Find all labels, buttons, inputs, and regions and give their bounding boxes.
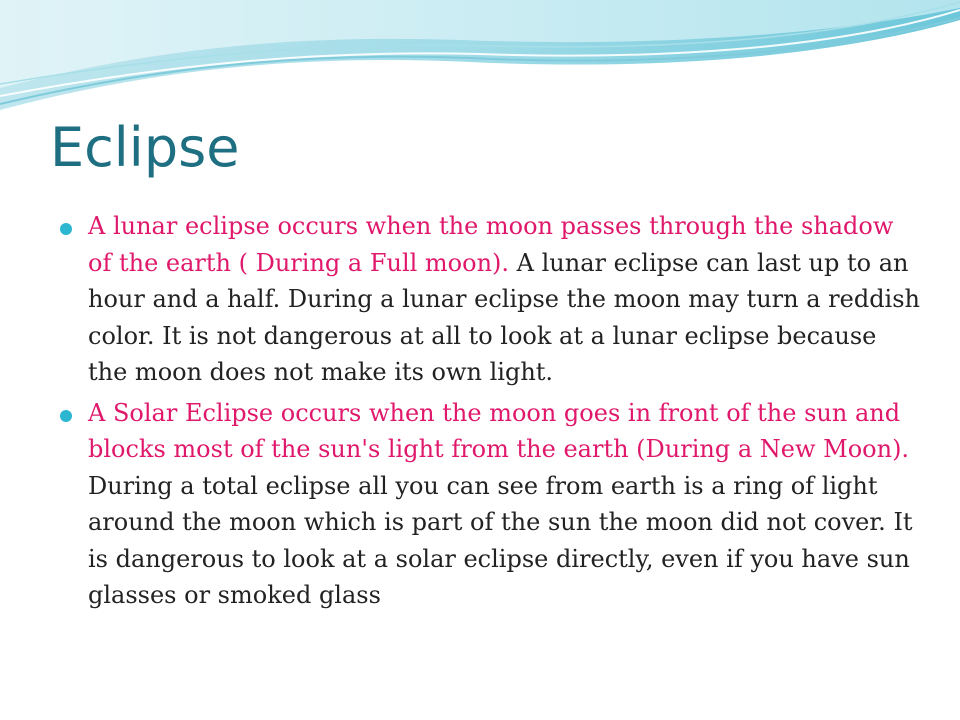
wave-header-decoration bbox=[0, 0, 960, 120]
bullet-list bbox=[60, 208, 920, 618]
bullet-icon bbox=[60, 223, 72, 235]
bullet-text: A lunar eclipse can last up to an hour and a half. During a lunar eclipse the moon may turn a reddish color. It is not dangerous at all to look at a lunar eclipse because the moon does not make its own light. bbox=[88, 248, 921, 386]
bullet-highlight: A lunar eclipse occurs when the moon passes through the shadow of the earth ( During a Full moon). bbox=[88, 212, 894, 277]
slide-title: Eclipse bbox=[50, 116, 240, 179]
bullet-icon bbox=[60, 410, 72, 422]
bullet-item-lunar-eclipse bbox=[60, 208, 920, 391]
bullet-highlight: A Solar Eclipse occurs when the moon goes in front of the sun and blocks most of the sun's light from the earth (During a New Moon). bbox=[88, 398, 910, 463]
bullet-item-solar-eclipse bbox=[60, 395, 920, 614]
bullet-text: During a total eclipse all you can see from earth is a ring of light around the moon which is part of the sun the moon did not cover. It is dangerous to look at a solar eclipse directly, even if you have sun glasses or smoked glass bbox=[88, 471, 913, 609]
